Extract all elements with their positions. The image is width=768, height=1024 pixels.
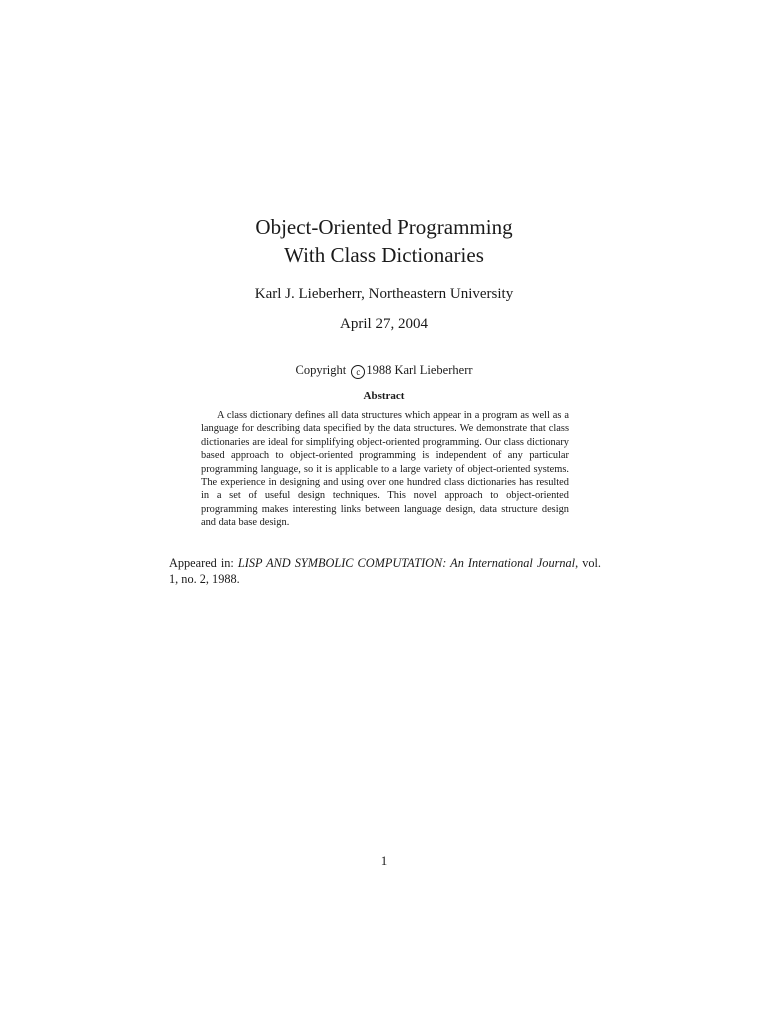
copyright-prefix: Copyright [295,363,347,377]
appeared-details: , vol. 1, no. 2, 1988. [169,556,602,586]
page-number: 1 [380,853,388,868]
publication-note [169,555,601,587]
copyright-icon: c [351,365,365,379]
copyright-notice [0,362,768,379]
title-line-2: With Class Dictionaries [284,243,484,267]
appeared-label: Appeared in: [169,556,234,570]
copyright-suffix: 1988 Karl Lieberherr [366,363,473,377]
abstract-heading: Abstract [363,390,405,402]
title-line-1: Object-Oriented Programming [255,215,513,239]
appeared-venue: LISP AND SYMBOLIC COMPUTATION: An International Journal [237,556,576,570]
abstract-body: A class dictionary defines all data structures which appear in a program as well as a language for describing data specified by the data structures. We demonstrate that class dictionaries are ideal for simplifying object-oriented programming. Our class dictionary based approach to object-oriented programming is independent of any particular programming language, so it is applicable to a large variety of object-oriented systems. The experience in designing and using over one hundred class dictionaries has resulted in a set of useful design techniques. This novel approach to object-oriented programming makes interesting links between language design, data structure design and data base design. [201,410,569,529]
paper-title [0,213,768,269]
author-line: Karl J. Lieberherr, Northeastern University [254,286,514,302]
date-line: April 27, 2004 [340,316,428,332]
